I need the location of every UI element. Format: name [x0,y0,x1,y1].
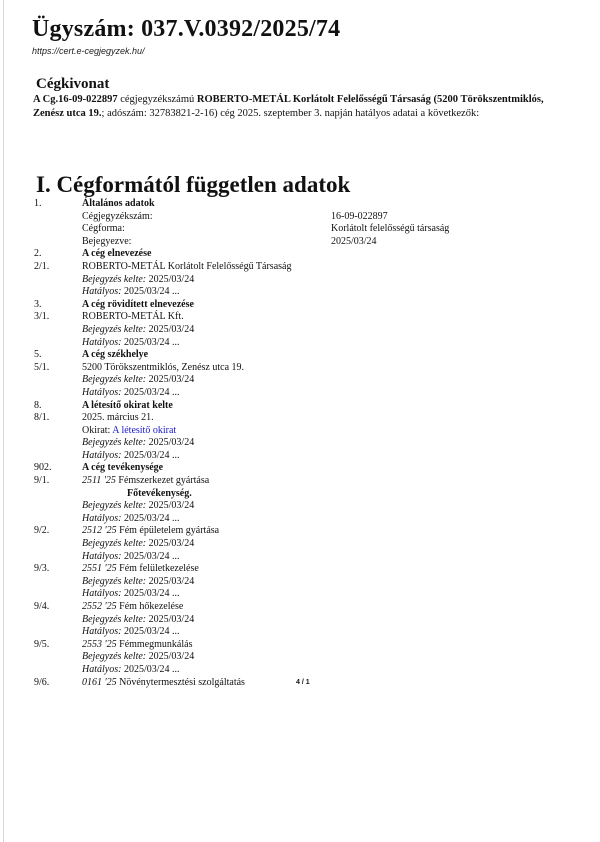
entry-text: ROBERTO-METÁL Korlátolt Felelősségű Társaság [82,260,292,272]
entry-label: Bejegyzés kelte: [82,651,147,663]
entry-number: 9/5. [34,638,50,650]
entry-label: Bejegyzés kelte: [82,575,147,587]
entry-label: 2512 '25 [82,525,117,537]
entry-text: A cég székhelye [82,349,149,361]
entry-label: 2511 '25 [82,475,116,487]
entry-content [82,651,194,664]
entry-text: 2025/03/24 [146,651,195,663]
entry-label: Bejegyzés kelte: [82,273,147,285]
entry-row [0,475,600,488]
entry-content [82,500,194,513]
entry-content [82,387,180,400]
entry-number: 9/2. [34,525,50,537]
entry-text: Fémszerkezet gyártása [115,475,210,487]
entry-row [0,576,600,589]
entry-row [0,387,600,400]
entry-row [0,488,600,501]
entry-row [0,337,600,350]
entry-label: 0161 '25 [82,676,117,688]
entry-label: 2551 '25 [82,563,117,575]
entry-text: A cég elnevezése [82,248,152,260]
entry-row [0,588,600,601]
entry-text: ROBERTO-METÁL Kft. [82,311,184,323]
extract-text-part: A Cg.16-09-022897 [33,94,118,105]
entry-label: Hatályos: [82,663,122,675]
entry-text: 2025/03/24 ... [121,626,180,638]
entry-text: 2025/03/24 ... [121,286,180,298]
entry-text: 2025/03/24 ... [121,336,180,348]
entry-number: 2. [34,248,42,260]
entry-row [0,639,600,652]
entry-label: Hatályos: [82,449,122,461]
entry-content [82,274,194,287]
entry-row [0,664,600,677]
entry-number: 8. [34,399,42,411]
entry-text: 2025/03/24 [146,575,195,587]
entry-text: 2025. március 21. [82,412,154,424]
entry-text: 2025/03/24 [146,613,195,625]
extract-text-part: cégjegyzékszámú [117,94,197,105]
entry-value: Korlátolt felelősségű társaság [331,223,450,235]
entry-text: 2025/03/24 [146,374,195,386]
main-activity-label: Főtevékenység. [127,487,192,499]
entry-number: 3/1. [34,311,50,323]
entry-row [0,198,600,211]
entry-text: Cégforma: [82,223,125,235]
entry-row [0,412,600,425]
extract-intro [33,93,573,121]
source-url: https://cert.e-cegjegyzek.hu/ [32,46,145,56]
entry-value: 2025/03/24 [331,235,377,247]
entry-text: A cég tevékenysége [82,462,164,474]
entry-row [0,400,600,413]
extract-title: Cégkivonat [36,76,110,92]
entry-row [0,211,600,224]
entry-row [0,374,600,387]
entry-content [82,513,180,526]
entry-content [82,551,180,564]
section-title: I. Cégformától független adatok [36,172,351,197]
entry-content [82,525,219,538]
entry-content [82,614,194,627]
entry-label: Bejegyzés kelte: [82,437,147,449]
entry-content [82,286,180,299]
entry-number: 5/1. [34,361,50,373]
entry-row [0,651,600,664]
entry-text: Fémmegmunkálás [116,638,193,650]
entry-row [0,551,600,564]
entry-content [82,588,180,601]
entry-content [82,601,183,614]
entry-heading [82,400,173,413]
register-entries [0,198,600,689]
entry-row [0,450,600,463]
entry-content [82,576,194,589]
extract-text-part: ; adószám: 32783821-2-16) cég 2025. szeptember 3. napján hatályos adatai a következők: [101,108,480,119]
entry-text: 2025/03/24 ... [121,449,180,461]
entry-row [0,349,600,362]
entry-text: Okirat: [82,424,113,436]
entry-text: A cég rövidített elnevezése [82,298,194,310]
entry-row [0,500,600,513]
entry-content [82,261,291,274]
entry-content [82,425,176,438]
entry-text: Fém felületkezelése [116,563,199,575]
entry-content [82,626,180,639]
entry-heading [82,462,163,475]
entry-row [0,626,600,639]
entry-heading [82,299,194,312]
entry-label: Hatályos: [82,336,122,348]
entry-label: Bejegyzés kelte: [82,374,147,386]
entry-label: Hatályos: [82,626,122,638]
entry-text: Cégjegyzékszám: [82,210,153,222]
entry-value: 16-09-022897 [331,210,388,222]
entry-label: Hatályos: [82,588,122,600]
entry-content [82,450,180,463]
entry-row [0,425,600,438]
entry-content [82,412,154,425]
entry-content [82,311,184,324]
entry-row [0,601,600,614]
entry-content [82,211,153,224]
entry-content [82,374,194,387]
entry-row [0,513,600,526]
entry-number: 9/6. [34,676,50,688]
entry-text: Általános adatok [82,198,155,209]
entry-content [82,437,194,450]
entry-text: 2025/03/24 [146,323,195,335]
entry-row [0,248,600,261]
entry-label: Hatályos: [82,286,122,298]
entry-label: Hatályos: [82,550,122,562]
entry-text: Növénytermesztési szolgáltatás [116,676,245,688]
entry-number: 8/1. [34,412,50,424]
entry-row [0,677,600,690]
entry-row [0,525,600,538]
entry-number: 3. [34,298,42,310]
entry-number: 1. [34,198,42,209]
entry-text: Fém épületelem gyártása [116,525,220,537]
entry-text: 2025/03/24 [146,273,195,285]
entry-text: 2025/03/24 ... [121,512,180,524]
entry-row [0,236,600,249]
entry-content [82,664,180,677]
entry-number: 9/3. [34,563,50,575]
entry-label: 2552 '25 [82,601,117,612]
entry-heading [82,248,151,261]
entry-text: 5200 Törökszentmiklós, Zenész utca 19. [82,361,245,373]
entry-label: Hatályos: [82,386,122,398]
entry-text: 2025/03/24 [146,538,195,550]
entry-content [82,223,125,236]
entry-row [0,286,600,299]
entry-text: 2025/03/24 ... [121,550,180,562]
entry-content [82,236,131,249]
entry-label: Bejegyzés kelte: [82,323,147,335]
entry-row [0,274,600,287]
entry-row [0,362,600,375]
entry-text: 2025/03/24 ... [121,588,180,600]
entry-row [0,563,600,576]
entry-content [82,362,244,375]
entry-label: Bejegyzés kelte: [82,500,147,512]
case-number-title: Ügyszám: 037.V.0392/2025/74 [32,16,341,42]
entry-content [82,538,194,551]
entry-heading [82,349,148,362]
entry-content [82,563,199,576]
entry-label: Bejegyzés kelte: [82,613,147,625]
entry-row [0,261,600,274]
entry-content [82,639,192,652]
entry-text: Fém hőkezelése [116,601,184,612]
entry-text: Bejegyezve: [82,235,132,247]
entry-label: Bejegyzés kelte: [82,538,147,550]
entry-label: 2553 '25 [82,638,117,650]
document-link[interactable]: A létesítő okirat [112,424,177,436]
entry-number: 2/1. [34,260,50,272]
entry-number: 5. [34,349,42,361]
extract-text-part: ROBERTO-METÁL Korlátolt Felelősségű Társaság (5200 Törökszentmiklós, Zenész utca 19. [33,94,544,119]
entry-heading [82,198,155,211]
page-number: 4 / 1 [296,678,310,686]
entry-row [0,538,600,551]
entry-row [0,614,600,627]
entry-text: 2025/03/24 ... [121,386,180,398]
entry-text: 2025/03/24 ... [121,663,180,675]
entry-content [82,475,209,488]
entry-number: 9/1. [34,475,50,487]
entry-label: Hatályos: [82,512,122,524]
entry-row [0,223,600,236]
entry-row [0,462,600,475]
entry-text: 2025/03/24 [146,437,195,449]
entry-row [0,311,600,324]
entry-content [82,337,180,350]
entry-row [0,324,600,337]
entry-number: 902. [34,462,52,474]
entry-text: A létesítő okirat kelte [82,399,173,411]
entry-content [82,677,245,690]
entry-row [0,437,600,450]
entry-number: 9/4. [34,601,50,612]
entry-content [82,324,194,337]
entry-text: 2025/03/24 [146,500,195,512]
entry-row [0,299,600,312]
